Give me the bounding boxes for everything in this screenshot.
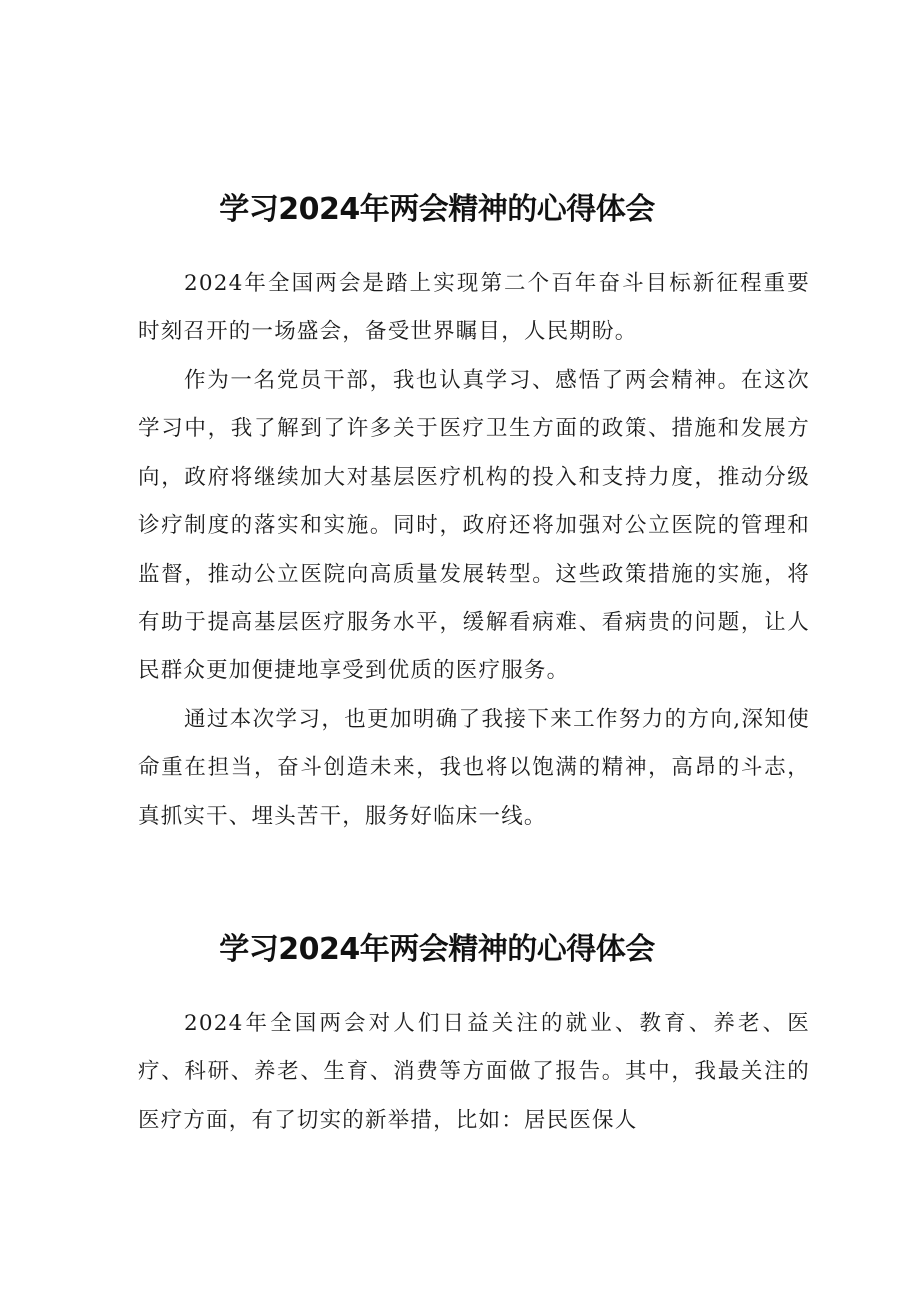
paragraph: 作为一名党员干部，我也认真学习、感悟了两会精神。在这次学习中，我了解到了许多关于医疗卫生方面的政策、措施和发展方向，政府将继续加大对基层医疗机构的投入和支持力度，推动分级诊疗制度的落实和实施。同时，政府还将加强对公立医院的管理和监督，推动公立医院向高质量发展转型。这些政策措施的实施，将有助于提高基层医疗服务水平，缓解看病难、看病贵的问题，让人民群众更加便捷地享受到优质的医疗服务。 [138,368,810,684]
paragraph: 通过本次学习，也更加明确了我接下来工作努力的方向,深知使命重在担当，奋斗创造未来，我也将以饱满的精神，高昂的斗志，真抓实干、埋头苦干，服务好临床一线。 [138,707,810,829]
section-title: 学习2024年两会精神的心得体会 [219,932,655,968]
paragraph: 2024年全国两会是踏上实现第二个百年奋斗目标新征程重要时刻召开的一场盛会，备受世界瞩目，人民期盼。 [138,271,810,345]
page-title: 学习2024年两会精神的心得体会 [219,192,655,228]
paragraph: 2024年全国两会对人们日益关注的就业、教育、养老、医疗、科研、养老、生育、消费等方面做了报告。其中，我最关注的医疗方面，有了切实的新举措，比如：居民医保人 [138,1011,810,1133]
